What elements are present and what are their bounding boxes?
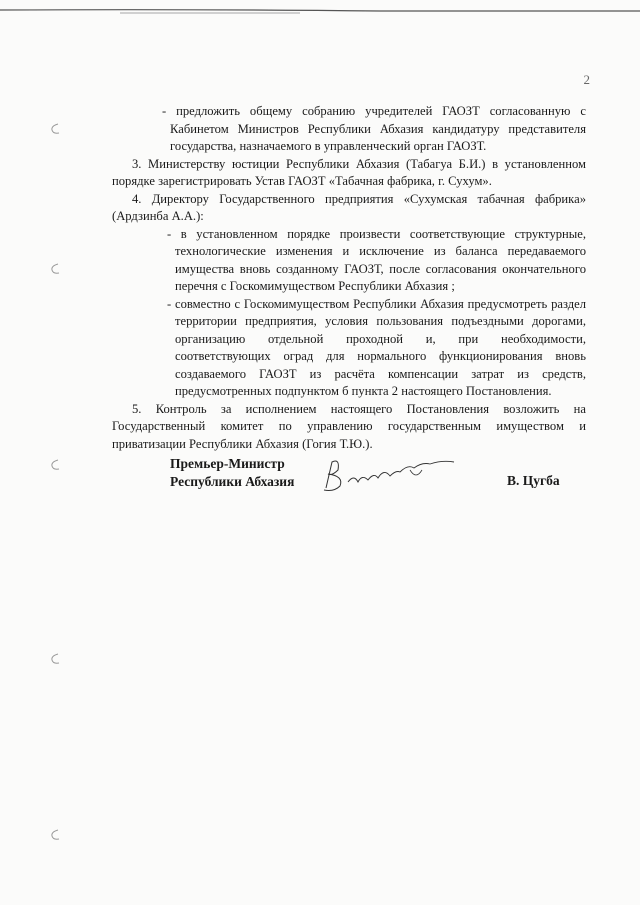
numbered-paragraph: 5. Контроль за исполнением настоящего Постановления возложить на Государственный комитет по управлению государственным имуществом и приватизации Республики Абхазия (Гогия Т.Ю.). xyxy=(112,401,586,451)
document-body xyxy=(112,103,586,453)
punch-hole-icon xyxy=(48,122,62,136)
punch-hole-icon xyxy=(48,828,62,842)
numbered-paragraph: 3. Министерству юстиции Республики Абхазия (Табагуа Б.И.) в установленном порядке зарегистрировать Устав ГАОЗТ «Табачная фабрика, г. Сухум». xyxy=(112,156,586,188)
bullet-paragraph: - предложить общему собранию учредителей ГАОЗТ согласованную с Кабинетом Министров Республики Абхазия кандидатуру представителя государства, назначаемого в управленческий орган ГАОЗТ. xyxy=(162,104,586,153)
numbered-paragraph: 4. Директору Государственного предприятия «Сухумская табачная фабрика» (Ардзинба А.А.): xyxy=(112,191,586,223)
handwritten-signature xyxy=(318,450,458,500)
page-number: 2 xyxy=(583,72,590,87)
top-border-line xyxy=(0,6,640,16)
signatory-title-line: Республики Абхазия xyxy=(170,474,295,489)
signatory-title-line: Премьер-Министр xyxy=(170,456,285,471)
bullet-paragraph: - совместно с Госкомимуществом Республики Абхазия предусмотреть раздел территории предприятия, условия пользования подъездными дорогами, организацию отдельной проходной и, при необходимости, соответствующих оград для нормального функционирования вновь создаваемого ГАОЗТ из расчёта компенсации затрат из средств, предусмотренных подпунктом б пункта 2 настоящего Постановления. xyxy=(167,296,586,398)
signatory-title xyxy=(170,455,294,491)
punch-hole-icon xyxy=(48,652,62,666)
punch-hole-icon xyxy=(48,458,62,472)
punch-hole-icon xyxy=(48,262,62,276)
signatory-name: В. Цугба xyxy=(507,473,560,488)
bullet-paragraph: - в установленном порядке произвести соответствующие структурные, технологические изменения и исключение из баланса передаваемого имущества вновь созданному ГАОЗТ, после согласования окончательного перечня с Госкомимуществом Республики Абхазия ; xyxy=(167,226,586,293)
